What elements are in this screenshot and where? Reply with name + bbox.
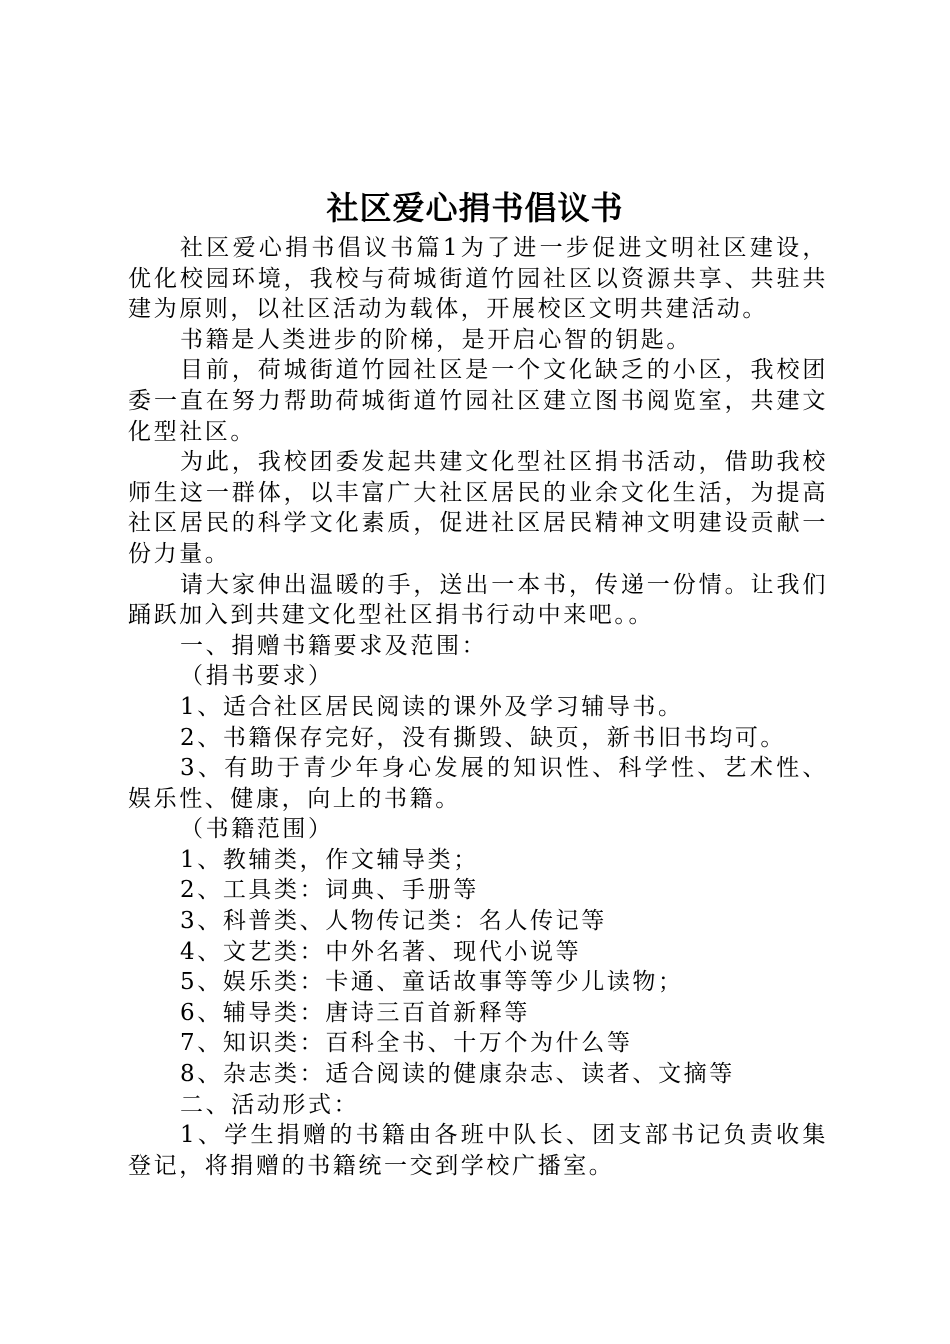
list-item: 3、有助于青少年身心发展的知识性、科学性、艺术性、娱乐性、健康，向上的书籍。 <box>128 755 828 812</box>
list-item: 2、工具类：词典、手册等 <box>180 877 479 904</box>
list-item: 6、辅导类：唐诗三百首新释等 <box>180 999 531 1026</box>
list-item: 1、学生捐赠的书籍由各班中队长、团支部书记负责收集登记，将捐赠的书籍统一交到学校广播室。 <box>128 1122 828 1179</box>
paragraph-intro: 社区爱心捐书倡议书篇1为了进一步促进文明社区建设，优化校园环境，我校与荷城街道竹园社区以资源共享、共驻共建为原则，以社区活动为载体，开展校区文明共建活动。 <box>128 235 828 323</box>
list-item: 1、教辅类，作文辅导类； <box>180 846 479 873</box>
list-item: 4、文艺类：中外名著、现代小说等 <box>180 938 582 965</box>
list-item: 7、知识类：百科全书、十万个为什么等 <box>180 1030 633 1057</box>
subheading-book-scope: （书籍范围） <box>180 816 334 843</box>
list-item: 1、适合社区居民阅读的课外及学习辅导书。 <box>180 693 684 720</box>
paragraph-books-ladder: 书籍是人类进步的阶梯，是开启心智的钥匙。 <box>180 326 692 353</box>
paragraph-current-situation: 目前，荷城街道竹园社区是一个文化缺乏的小区，我校团委一直在努力帮助荷城街道竹园社区建立图书阅览室，共建文化型社区。 <box>128 357 828 445</box>
list-item: 3、科普类、人物传记类：名人传记等 <box>180 908 607 935</box>
document-body <box>128 233 828 1181</box>
list-item: 5、娱乐类：卡通、童话故事等等少儿读物； <box>180 969 684 996</box>
list-item: 2、书籍保存完好，没有撕毁、缺页，新书旧书均可。 <box>180 724 787 751</box>
paragraph-initiative: 为此，我校团委发起共建文化型社区捐书活动，借助我校师生这一群体，以丰富广大社区居民的业余文化生活，为提高社区居民的科学文化素质，促进社区居民精神文明建设贡献一份力量。 <box>128 449 828 567</box>
paragraph-call-to-action: 请大家伸出温暖的手，送出一本书，传递一份情。让我们踊跃加入到共建文化型社区捐书行动中来吧。。 <box>128 571 828 629</box>
section-heading-requirements: 一、捐赠书籍要求及范围： <box>180 632 488 659</box>
section-heading-activity-form: 二、活动形式： <box>180 1091 360 1118</box>
document-title: 社区爱心捐书倡议书 <box>326 189 624 227</box>
subheading-donation-requirements: （捐书要求） <box>180 663 334 690</box>
list-item: 8、杂志类：适合阅读的健康杂志、读者、文摘等 <box>180 1061 735 1088</box>
